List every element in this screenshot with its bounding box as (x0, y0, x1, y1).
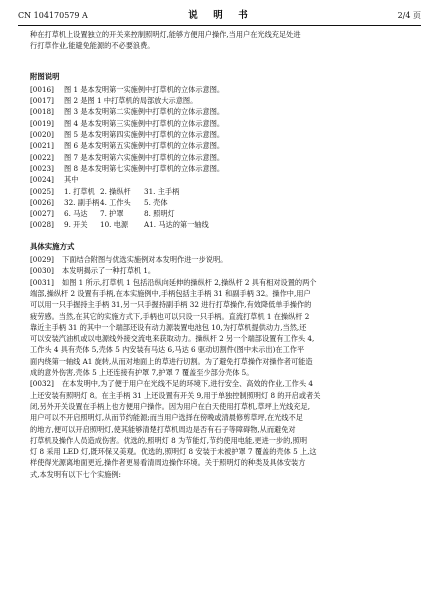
paragraph-0030 (30, 265, 415, 276)
figure-row (30, 95, 415, 106)
section-title-figures: 附图说明 (30, 71, 60, 81)
para-line: 式,本发明有以下七个实施例: (30, 469, 121, 479)
para-number: [0022] (30, 152, 54, 162)
legend-item: 4. 工作头 (100, 197, 131, 207)
figure-text: 图 8 是本发明第七实施例中打草机的立体示意图。 (64, 163, 225, 173)
legend-item: 7. 护罩 (100, 209, 124, 219)
para-number: [0018] (30, 107, 54, 117)
para-number: [0019] (30, 118, 54, 128)
paragraph-0032 (30, 378, 415, 480)
para-first-line (30, 378, 415, 389)
legend-item: A1. 马达的第一轴线 (144, 220, 209, 230)
paragraph-0029 (30, 254, 415, 265)
document-body (30, 29, 415, 480)
para-line: 上还安装有照明灯 8。在主手柄 31 上还设置有开关 9,用于单独控制照明灯 8 的开启或者关 (30, 390, 321, 400)
legend-item: 32. 副手柄 (64, 197, 100, 207)
document-title: 说 明 书 (188, 10, 251, 21)
legend-item: 8. 照明灯 (144, 209, 175, 219)
legend-item: 31. 主手柄 (144, 186, 180, 196)
figure-row (30, 140, 415, 151)
para-number: [0023] (30, 163, 54, 173)
figure-text: 图 6 是本发明第五实施例中打草机的立体示意图。 (64, 141, 225, 151)
figure-row (30, 163, 415, 174)
figure-row (30, 152, 415, 163)
intro-line: 种在打草机上设置独立的开关来控制照明灯,能够方便用户操作,当用户在光线充足处进 (30, 30, 301, 39)
figure-row (30, 118, 415, 129)
section-title-embodiment: 具体实施方式 (30, 241, 75, 251)
para-line: 靠近主手柄 31 的其中一个端部还设有动力源装置电池包 10,为打草机提供动力,当然,还 (30, 322, 307, 332)
para-first-line (30, 277, 415, 288)
figure-row (30, 106, 415, 117)
para-line: 用户可以不开启照明灯,从而节约能源;而当用户选择在傍晚或清晨修剪草坪,在光线不足 (30, 413, 303, 423)
para-line: 面内绕第一轴线 A1 旋转,从而对地面上的草进行切割。为了避免打草操作对操作者可能造 (30, 356, 313, 366)
para-line: 闭,另外开关设置在手柄上也方便用户操作。因为用户在白天使用打草机,草坪上光线充足, (30, 401, 310, 411)
para-number: [0021] (30, 141, 54, 151)
publication-number: CN 104170579 A (18, 11, 88, 20)
para-text: 如图 1 所示,打草机 1 包括沿纵向延伸的操纵杆 2,操纵杆 2 具有相对设置的两个 (62, 277, 317, 287)
legend-item: 10. 电源 (100, 220, 129, 230)
para-text: 在本发明中,为了便于用户在光线不足的环境下,进行安全、高效的作业,工作头 4 (62, 379, 313, 389)
para-line: 的地方,便可以开启照明灯,使其能够清楚打草机周边是否有石子等障碍物,从而避免对 (30, 424, 296, 434)
figure-text: 图 2 是图 1 中打草机的局部放大示意图。 (64, 96, 198, 106)
intro-line: 行打草作业,能避免能源的不必要浪费。 (30, 41, 155, 51)
figure-row (30, 129, 415, 140)
paragraph-0031 (30, 277, 415, 379)
para-number: [0016] (30, 84, 54, 94)
legend-item: 9. 开关 (64, 220, 88, 230)
para-text: 下面结合附图与优选实施例对本发明作进一步说明。 (62, 255, 228, 265)
para-number: [0030] (30, 266, 54, 276)
para-line: 端部,操纵杆 2 设置有手柄,在本实施例中,手柄包括主手柄 31 和副手柄 32。操作中,用户 (30, 288, 311, 298)
para-number: [0029] (30, 255, 54, 265)
legend-row (30, 186, 415, 197)
para-text: 本发明揭示了一种打草机 1。 (62, 266, 156, 276)
figure-text: 图 5 是本发明第四实施例中打草机的立体示意图。 (64, 130, 225, 140)
figure-row (30, 84, 415, 95)
para-number: [0026] (30, 197, 54, 207)
para-number: [0017] (30, 96, 54, 106)
para-line: 工作头 4 具有壳体 5,壳体 5 内安装有马达 6,马达 6 驱动切割件(图中未示出)在工作平 (30, 345, 305, 355)
para-line: 灯 8 采用 LED 灯,既环保又美观。优选的,照明灯 8 安装于未被护罩 7 覆盖的壳体 5 上,这 (30, 447, 317, 457)
para-number: [0020] (30, 130, 54, 140)
para-number: [0027] (30, 209, 54, 219)
para-line: 可以安装汽油机或以电源线外接交流电来获取动力。操纵杆 2 另一个端部设置有工作头 4, (30, 334, 315, 344)
page-number: 2/4 页 (397, 11, 421, 20)
figure-text: 图 4 是本发明第三实施例中打草机的立体示意图。 (64, 118, 225, 128)
legend-item: 6. 马达 (64, 209, 88, 219)
figure-text: 图 7 是本发明第六实施例中打草机的立体示意图。 (64, 152, 225, 162)
figure-row (30, 174, 415, 185)
para-number: [0028] (30, 220, 54, 230)
legend-row (30, 197, 415, 208)
figure-text: 其中 (64, 175, 79, 185)
para-line: 成的意外伤害,壳体 5 上还连接有护罩 7,护罩 7 覆盖至少部分壳体 5。 (30, 368, 254, 378)
page-header (18, 8, 421, 24)
figure-text: 图 1 是本发明第一实施例中打草机的立体示意图。 (64, 84, 225, 94)
legend-item: 2. 操纵杆 (100, 186, 131, 196)
legend-item: 1. 打草机 (64, 186, 95, 196)
figure-text: 图 3 是本发明第二实施例中打草机的立体示意图。 (64, 107, 225, 117)
legend-row (30, 219, 415, 230)
para-line: 样使得光源离地面更近,操作者更易看清周边操作环境。关于照明灯的种类及具体安装方 (30, 458, 306, 468)
para-number: [0024] (30, 175, 54, 185)
para-line: 打草机及操作人员造成伤害。优选的,照明灯 8 为节能灯,节约使用电能,更进一步的,照明 (30, 435, 308, 445)
para-line: 疲劳感。当然,在其它的实施方式下,手柄也可以只设一只手柄。直流打草机 1 在操纵杆 2 (30, 311, 310, 321)
legend-item: 5. 壳体 (144, 197, 168, 207)
legend-row (30, 208, 415, 219)
para-number: [0032] (30, 379, 54, 389)
para-number: [0031] (30, 277, 54, 287)
header-rule (18, 25, 421, 26)
para-line: 可以用一只手握持主手柄 31,另一只手握持副手柄 32 进行打草操作,有效降低单手操作的 (30, 300, 312, 310)
para-number: [0025] (30, 186, 54, 196)
